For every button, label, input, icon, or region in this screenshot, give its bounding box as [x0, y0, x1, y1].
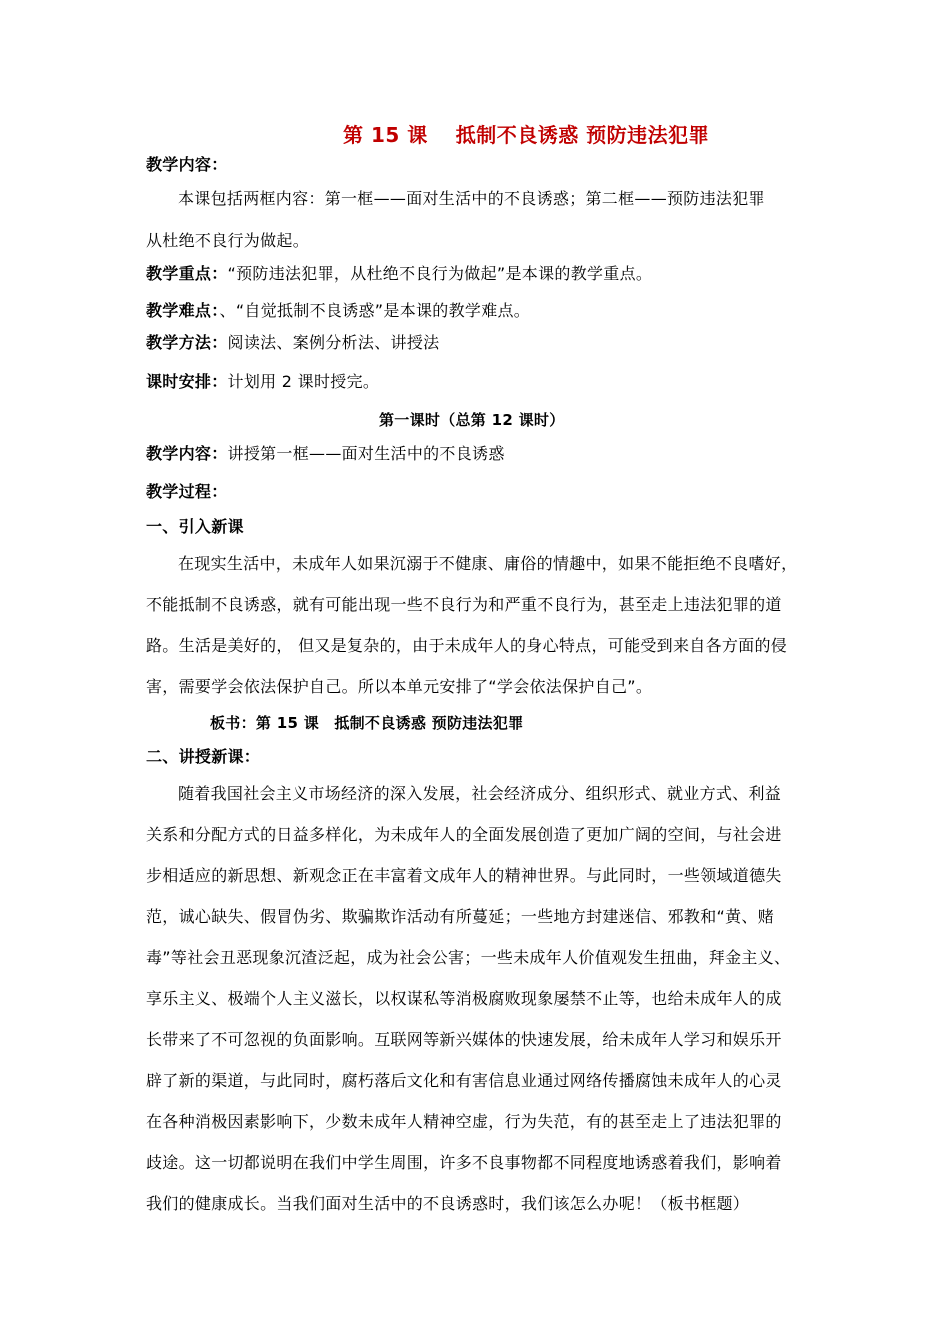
section1-heading: 一、引入新课: [146, 517, 244, 536]
difficulty-label: 教学难点：: [146, 301, 220, 320]
key-point-row: [146, 263, 652, 285]
schedule-label: 课时安排：: [146, 372, 228, 391]
section2-line: 在各种消极因素影响下，少数未成年人精神空虚，行为失范，有的甚至走上了违法犯罪的: [146, 1112, 782, 1131]
method-label: 教学方法：: [146, 333, 228, 352]
key-point-label: 教学重点：: [146, 264, 228, 283]
section1-line: 路。生活是美好的， 但又是复杂的，由于未成年人的身心特点，可能受到来自各方面的侵: [146, 636, 788, 655]
lesson-heading: 第一课时（总第 12 课时）: [379, 411, 565, 429]
method-text: 阅读法、案例分析法、讲授法: [227, 333, 440, 352]
section2-line: 我们的健康成长。当我们面对生活中的不良诱惑时，我们该怎么办呢！（板书框题）: [146, 1194, 750, 1213]
key-point-text: “预防违法犯罪，从杜绝不良行为做起”是本课的教学重点。: [227, 264, 653, 283]
section2-line: 辟了新的渠道，与此同时，腐朽落后文化和有害信息业通过网络传播腐蚀未成年人的心灵: [146, 1071, 782, 1090]
difficulty-text: 、“自觉抵制不良诱惑”是本课的教学难点。: [219, 301, 531, 320]
section1-line: 在现实生活中，未成年人如果沉溺于不健康、庸俗的情趣中，如果不能拒绝不良嗜好，: [178, 554, 798, 573]
content-line: 本课包括两框内容：第一框——面对生活中的不良诱惑；第二框——预防违法犯罪: [178, 189, 765, 208]
content-line: 从杜绝不良行为做起。: [146, 231, 310, 250]
schedule-text: 计划用 2 课时授完。: [227, 372, 380, 391]
section2-line: 享乐主义、极端个人主义滋长，以权谋私等消极腐败现象屡禁不止等，也给未成年人的成: [146, 989, 782, 1008]
lesson-content-label: 教学内容：: [146, 444, 228, 463]
section1-line: 害，需要学会依法保护自己。所以本单元安排了“学会依法保护自己”。: [146, 677, 653, 696]
lesson-content-text: 讲授第一框——面对生活中的不良诱惑: [227, 444, 505, 463]
section2-line: 随着我国社会主义市场经济的深入发展，社会经济成分、组织形式、就业方式、利益: [178, 784, 782, 803]
lesson-content-row: [146, 443, 505, 465]
section2-line: 关系和分配方式的日益多样化，为未成年人的全面发展创造了更加广阔的空间，与社会进: [146, 825, 782, 844]
section1-line: 不能抵制不良诱惑，就有可能出现一些不良行为和严重不良行为，甚至走上违法犯罪的道: [146, 595, 782, 614]
lesson-title: 第 15 课 抵制不良诱惑 预防违法犯罪: [343, 123, 710, 147]
schedule-row: [146, 371, 379, 393]
section2-line: 毒”等社会丑恶现象沉渣泛起，成为社会公害；一些未成年人价值观发生扭曲，拜金主义、: [146, 948, 791, 967]
section2-heading: 二、讲授新课：: [146, 747, 261, 766]
process-label: 教学过程：: [146, 482, 228, 501]
content-label: 教学内容：: [146, 155, 228, 174]
board-writing: 板书：第 15 课 抵制不良诱惑 预防违法犯罪: [210, 714, 524, 732]
section2-line: 范，诚心缺失、假冒伪劣、欺骗欺诈活动有所蔓延；一些地方封建迷信、邪教和“黄、赌: [146, 907, 774, 926]
difficulty-row: [146, 300, 530, 322]
method-row: [146, 332, 439, 354]
section2-line: 长带来了不可忽视的负面影响。互联网等新兴媒体的快速发展，给未成年人学习和娱乐开: [146, 1030, 782, 1049]
section2-line: 步相适应的新思想、新观念正在丰富着文成年人的精神世界。与此同时，一些领域道德失: [146, 866, 782, 885]
section2-line: 歧途。这一切都说明在我们中学生周围，许多不良事物都不同程度地诱惑着我们，影响着: [146, 1153, 782, 1172]
